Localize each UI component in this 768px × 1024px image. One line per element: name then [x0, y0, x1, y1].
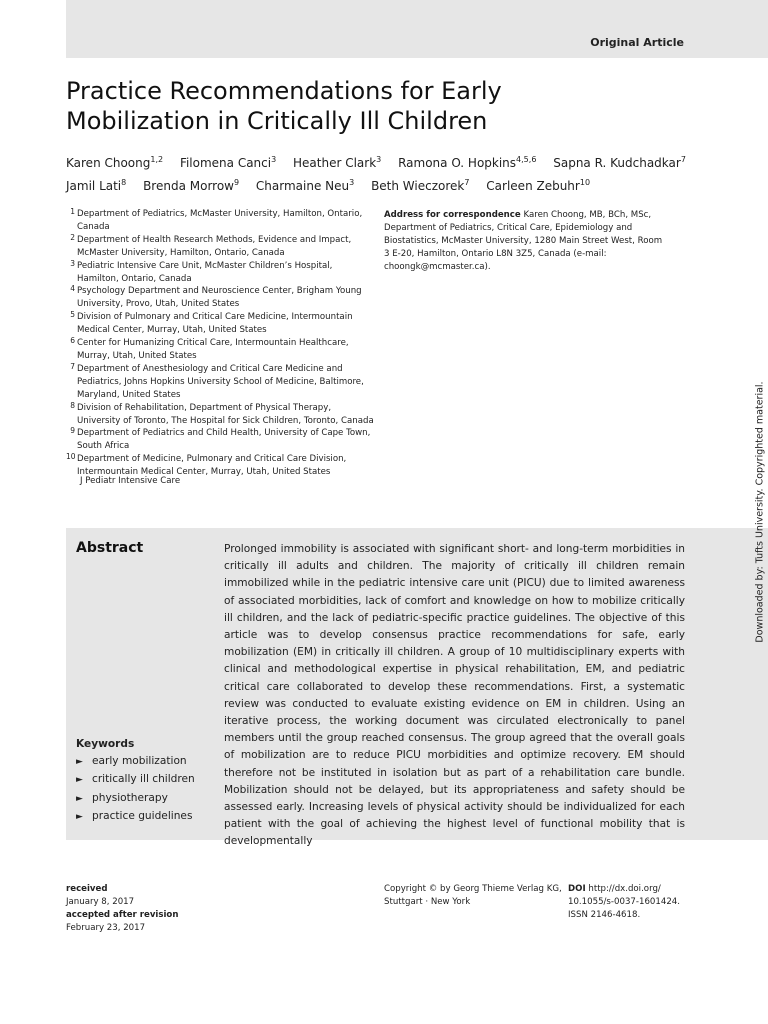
abstract-heading: Abstract: [76, 540, 144, 556]
header-bar: [66, 0, 768, 58]
affiliation: 5 Division of Pulmonary and Critical Care Medicine, Intermountain Medical Center, Murray, Utah, United States: [70, 310, 353, 336]
author: Charmaine Neu$^3$: [255, 178, 355, 193]
affiliation-list: [66, 208, 376, 479]
author: Heather Clark$^3$: [293, 155, 382, 170]
paper-title: Practice Recommendations for Early Mobilization in Critically Ill Children: [66, 77, 502, 135]
keywords-section: [76, 736, 216, 826]
affiliation: 10 Department of Medicine, Pulmonary and Critical Care Division, Intermountain Medical Center, Murray, Utah, United States: [66, 452, 347, 478]
author: Sapna R. Kudchadkar$^7$: [553, 155, 686, 170]
author: Ramona O. Hopkins$^{4,5,6}$: [398, 155, 537, 170]
received-date: January 8, 2017: [66, 897, 135, 907]
affiliation: 8 Division of Rehabilitation, Department of Physical Therapy, University of Toronto, The Hospital for Sick Children, Toronto, Canada: [70, 400, 374, 426]
doi-label: DOI: [568, 884, 586, 894]
bullet-arrow-icon: ►: [76, 793, 83, 804]
keyword-item: ► early mobilization: [76, 753, 216, 771]
issn: ISSN 2146-4618.: [568, 910, 641, 920]
journal-name: J Pediatr Intensive Care: [80, 476, 181, 486]
copyright-notice: Copyright © by Georg Thieme Verlag KG, Stuttgart · New York: [384, 884, 562, 907]
doi-url[interactable]: http://dx.doi.org/: [588, 884, 661, 894]
doi-id: 10.1055/s-0037-1601424.: [568, 897, 680, 907]
author: Brenda Morrow$^9$: [143, 178, 240, 193]
author: Jamil Lati$^8$: [66, 178, 127, 193]
bullet-arrow-icon: ►: [76, 757, 83, 768]
author: Karen Choong$^{1,2}$: [66, 155, 164, 170]
download-watermark: Downloaded by: Tufts University. Copyrighted material.: [754, 381, 766, 643]
correspondence-label: Address for correspondence: [384, 210, 521, 220]
abstract-text: Prolonged immobility is associated with significant short- and long-term morbidities in critically ill adults and children. The majority of critically ill children remain immobilized while in the pediatric intensive care unit (PICU) due to limited awareness of associated morbidities, lack of comfort and knowledge on how to mobilize critically ill children, and the lack of pediatric-specific practice guidelines. The objective of this article was to develop consensus practice recommendations for safe, early mobilization (EM) in critically ill children. A group of 10 multidisciplinary experts with clinical and methodological expertise in physical rehabilitation, EM, and pediatric critical care collaborated to develop these recommendations. First, a systematic review was conducted to evaluate existing evidence on EM in children. Using an iterative process, the working document was circulated electronically to panel members until the group reached consensus. The group agreed that the overall goals of mobilization are to reduce PICU morbidities and optimize recovery. EM should therefore not be instituted in isolation but as part of a rehabilitation care bundle. Mobilization should not be delayed, but its appropriateness and safety should be assessed early. Increasing levels of physical activity should be individualized for each patient with the goal of achieving the highest level of functional mobility that is developmentally: [224, 543, 685, 848]
affiliation: 2 Department of Health Research Methods, Evidence and Impact, McMaster University, Hamilton, Ontario, Canada: [70, 232, 352, 258]
correspondence-text: Karen Choong, MB, BCh, MSc, Department of Pediatrics, Critical Care, Epidemiology and Biostatistics, McMaster University, 1280 Main Street West, Room 3 E-20, Hamilton, Ontario L8N 3Z5, Canada (e-mail: choongk@mcmaster.ca).: [384, 210, 663, 272]
affiliation: 7 Department of Anesthesiology and Critical Care Medicine and Pediatrics, Johns Hopkins University School of Medicine, Baltimore, Maryland, United States: [70, 361, 364, 400]
keyword-item: ► practice guidelines: [76, 808, 216, 826]
affiliation: 9 Department of Pediatrics and Child Health, University of Cape Town, South Africa: [70, 426, 371, 452]
keyword-item: ► critically ill children: [76, 771, 216, 789]
doi-block: [568, 883, 708, 922]
affiliation: 4 Psychology Department and Neuroscience Center, Brigham Young University, Provo, Utah, United States: [70, 284, 362, 310]
author: Filomena Canci$^3$: [179, 155, 277, 170]
bullet-arrow-icon: ►: [76, 811, 83, 822]
affiliation: 1 Department of Pediatrics, McMaster University, Hamilton, Ontario, Canada: [70, 207, 363, 232]
affiliation: 6 Center for Humanizing Critical Care, Intermountain Healthcare, Murray, Utah, United States: [70, 336, 349, 361]
keywords-heading: Keywords: [76, 738, 135, 750]
received-label: received: [66, 884, 108, 894]
correspondence-address: [384, 209, 664, 274]
accepted-date: February 23, 2017: [66, 923, 146, 933]
author-list: [66, 150, 706, 196]
article-type-label: Original Article: [590, 36, 684, 49]
article-dates: [66, 883, 178, 935]
bullet-arrow-icon: ►: [76, 775, 83, 786]
affiliation: 3 Pediatric Intensive Care Unit, McMaster Children’s Hospital, Hamilton, Ontario, Canada: [70, 258, 333, 284]
abstract-box: [66, 528, 768, 848]
keyword-item: ► physiotherapy: [76, 790, 216, 808]
accepted-label: accepted after revision: [66, 910, 179, 920]
author: Beth Wieczorek$^7$: [371, 178, 470, 193]
author: Carleen Zebuhr$^{10}$: [486, 178, 591, 193]
